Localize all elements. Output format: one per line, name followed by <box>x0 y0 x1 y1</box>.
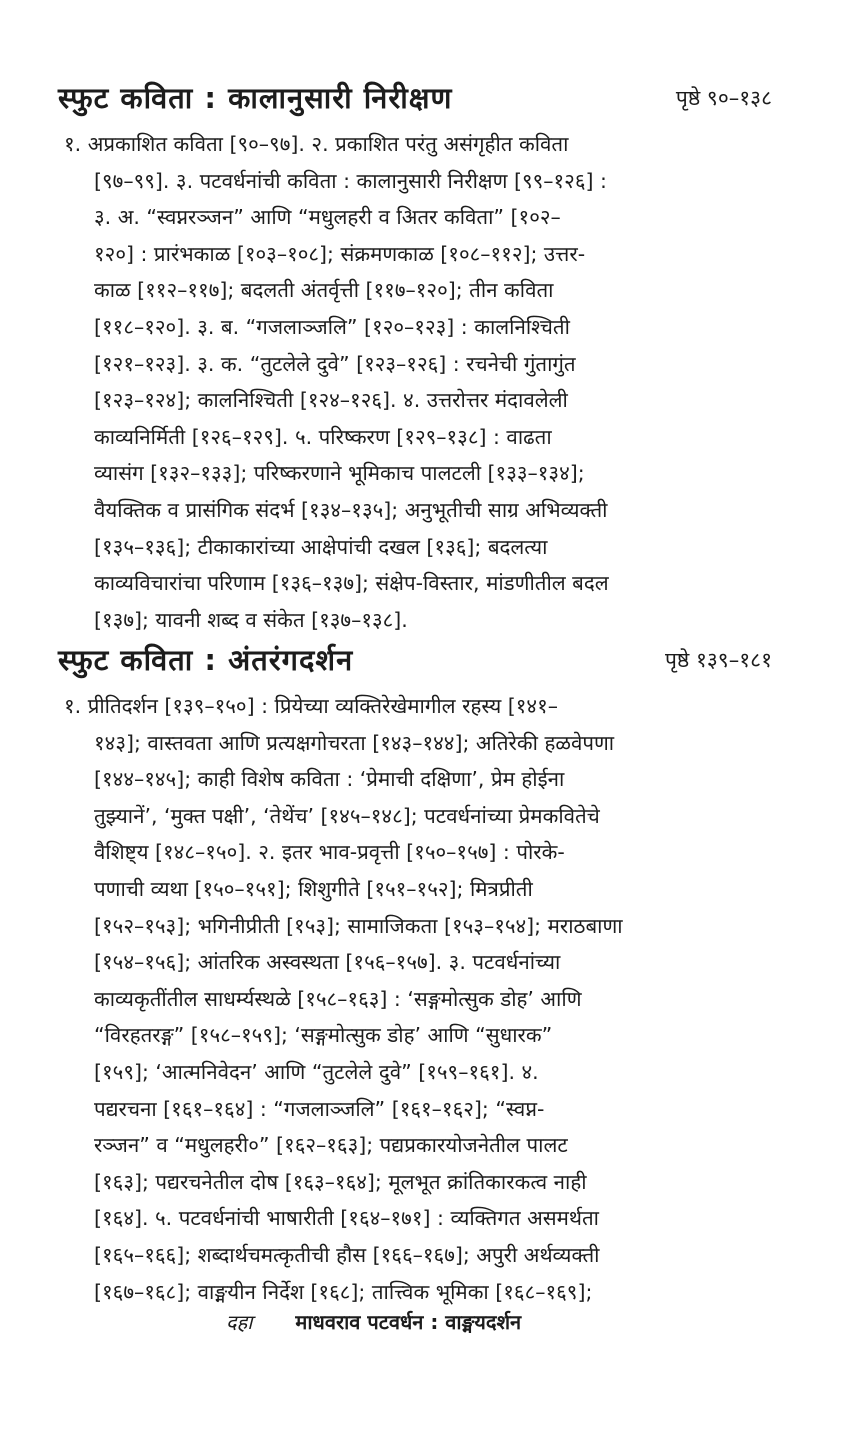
text-line: वैशिष्ट्य [१४८–१५०]. २. इतर भाव-प्रवृत्ती [१५०–१५७] : पोरके- <box>94 840 565 865</box>
text-line: [१३५–१३६]; टीकाकारांच्या आक्षेपांची दखल [१३६]; बदलत्या <box>94 534 548 559</box>
section-page-range: पृष्ठे ९०–१३८ <box>675 86 772 110</box>
text-line: काव्यकृतींतील साधर्म्यस्थळे [१५८–१६३] : ‘सङ्गमोत्सुक डोह’ आणि <box>94 986 582 1011</box>
text-line: [१४४–१४५]; काही विशेष कविता : ‘प्रेमाची दक्षिणा’, प्रेम होईना <box>94 767 565 792</box>
text-line: [१६३]; पद्यरचनेतील दोष [१६३–१६४]; मूलभूत क्रांतिकारकत्व नाही <box>94 1169 587 1194</box>
text-line: [१३७]; यावनी शब्द व संकेत [१३७–१३८]. <box>94 607 408 632</box>
text-line: [१६७–१६८]; वाङ्मयीन निर्देश [१६८]; तात्त्विक भूमिका [१६८–१६९]; <box>94 1279 593 1304</box>
text-line: तुझ्यानें’, ‘मुक्त पक्षी’, ‘तेथेंच’ [१४५–१४८]; पटवर्धनांच्या प्रेमकवितेचे <box>94 803 600 828</box>
text-line: ३. अ. “स्वप्नरञ्जन” आणि “मधुलहरी व अितर कविता” [१०२– <box>94 205 561 230</box>
text-line: पद्यरचना [१६१–१६४] : “गजलाञ्जलि” [१६१–१६२]; “स्वप्न- <box>94 1096 545 1121</box>
section-chronological-review <box>0 78 852 638</box>
text-line: १२०] : प्रारंभकाळ [१०३–१०८]; संक्रमणकाळ [१०८–११२]; उत्तर- <box>94 241 586 266</box>
text-line: काव्यनिर्मिती [१२६–१२९]. ५. परिष्करण [१२९–१३८] : वाढता <box>94 424 552 449</box>
section-body <box>0 688 774 1310</box>
text-line: वैयक्तिक व प्रासंगिक संदर्भ [१३४–१३५]; अनुभूतीची साग्र अभिव्यक्ती <box>94 497 608 522</box>
text-line: काळ [११२–११७]; बदलती अंतर्वृत्ती [११७–१२०]; तीन कविता <box>94 278 554 303</box>
text-line: १. प्रीतिदर्शन [१३९–१५०] : प्रियेच्या व्यक्तिरेखेमागील रहस्य [१४१– <box>64 694 558 718</box>
text-line: [१५२–१५३]; भगिनीप्रीती [१५३]; सामाजिकता [१५३–१५४]; मराठबाणा <box>94 913 623 938</box>
text-line: [१५४–१५६]; आंतरिक अस्वस्थता [१५६–१५७]. ३. पटवर्धनांच्या <box>94 950 561 975</box>
text-line: “विरहतरङ्ग” [१५८–१५९]; ‘सङ्गमोत्सुक डोह’ आणि “सुधारक” <box>94 1023 553 1048</box>
text-line: रञ्जन” व “मधुलहरी०” [१६२–१६३]; पद्यप्रकारयोजनेतील पालट <box>94 1133 568 1158</box>
text-line: [१२१–१२३]. ३. क. “तुटलेले दुवे” [१२३–१२६] : रचनेची गुंतागुंत <box>94 351 576 376</box>
text-line: [११८–१२०]. ३. ब. “गजलाञ्जलि” [१२०–१२३] : कालनिश्चिती <box>94 314 570 339</box>
text-line: १. अप्रकाशित कविता [९०–९७]. २. प्रकाशित परंतु असंगृहीत कविता <box>64 132 569 156</box>
text-line: [९७–९९]. ३. पटवर्धनांची कविता : कालानुसारी निरीक्षण [९९–१२६] : <box>94 168 607 193</box>
text-line: काव्यविचारांचा परिणाम [१३६–१३७]; संक्षेप-विस्तार, मांडणीतील बदल <box>94 571 609 596</box>
section-body <box>0 126 774 638</box>
text-line: [१२३–१२४]; कालनिश्चिती [१२४–१२६]. ४. उत्तरोत्तर मंदावलेली <box>94 388 568 413</box>
page-footer <box>226 1308 521 1335</box>
page-number: दहा <box>226 1310 253 1334</box>
text-line: व्यासंग [१३२–१३३]; परिष्करणाने भूमिकाच पालटली [१३३–१३४]; <box>94 461 585 486</box>
text-line: [१५९]; ‘आत्मनिवेदन’ आणि “तुटलेले दुवे” [१५९–१६१]. ४. <box>94 1059 539 1084</box>
text-line: [१६५–१६६]; शब्दार्थचमत्कृतीची हौस [१६६–१६७]; अपुरी अर्थव्यक्ती <box>94 1242 600 1267</box>
running-title: माधवराव पटवर्धन : वाङ्मयदर्शन <box>295 1310 522 1334</box>
section-heading-row <box>0 640 852 688</box>
text-line: १४३]; वास्तवता आणि प्रत्यक्षगोचरता [१४३–१४४]; अतिरेकी हळवेपणा <box>94 730 615 755</box>
section-inner-view <box>0 640 852 1310</box>
section-heading: स्फुट कविता : कालानुसारी निरीक्षण <box>58 81 453 115</box>
text-line: [१६४]. ५. पटवर्धनांची भाषारीती [१६४–१७१] : व्यक्तिगत असमर्थता <box>94 1206 599 1231</box>
section-page-range: पृष्ठे १३९–१८१ <box>665 648 772 672</box>
section-heading-row <box>0 78 852 126</box>
section-heading: स्फुट कविता : अंतरंगदर्शन <box>58 643 354 677</box>
text-line: पणाची व्यथा [१५०–१५१]; शिशुगीते [१५१–१५२]; मित्रप्रीती <box>94 876 533 901</box>
